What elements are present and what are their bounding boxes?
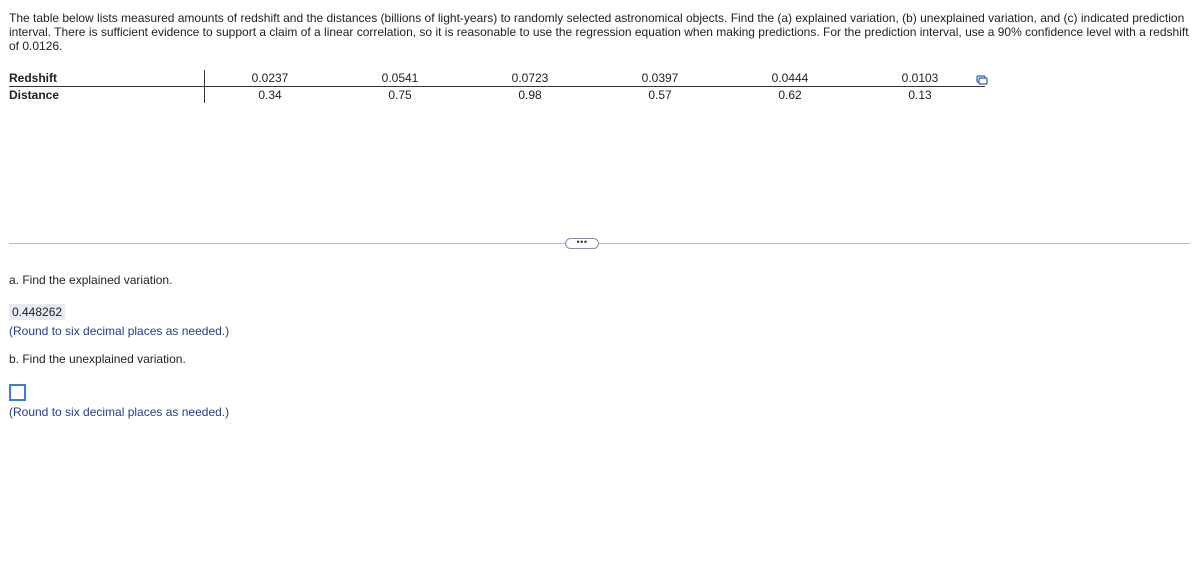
part-a-hint: (Round to six decimal places as needed.) bbox=[9, 324, 230, 338]
distance-cell: 0.34 bbox=[258, 88, 282, 102]
expand-button[interactable]: ••• bbox=[565, 238, 599, 249]
distance-cell: 0.57 bbox=[648, 88, 672, 102]
redshift-row bbox=[9, 70, 985, 87]
part-b-answer-input[interactable] bbox=[9, 384, 26, 401]
redshift-cell: 0.0723 bbox=[465, 70, 595, 87]
copy-icon-graphic bbox=[976, 74, 988, 86]
part-a-question: a. Find the explained variation. bbox=[9, 273, 173, 287]
part-b-hint: (Round to six decimal places as needed.) bbox=[9, 405, 230, 419]
redshift-cell: 0.0397 bbox=[595, 70, 725, 87]
distance-label: Distance bbox=[9, 87, 205, 104]
redshift-cell: 0.0103 bbox=[855, 70, 985, 87]
distance-cell: 0.98 bbox=[518, 88, 542, 102]
copy-icon[interactable] bbox=[976, 74, 988, 86]
redshift-label: Redshift bbox=[9, 70, 205, 87]
distance-cell: 0.62 bbox=[778, 88, 802, 102]
data-table bbox=[9, 70, 985, 103]
problem-statement: The table below lists measured amounts of redshift and the distances (billions of light-years) to randomly selected astronomical objects. Find the (a) explained variation, (b) unexplained variation, and (c) indicated prediction interval. There is sufficient evidence to support a claim of a linear correlation, so it is reasonable to use the regression equation when making predictions. For the prediction interval, use a 90% confidence level with a redshift of 0.0126. bbox=[9, 11, 1189, 53]
section-divider bbox=[9, 243, 1190, 244]
part-b-question: b. Find the unexplained variation. bbox=[9, 352, 186, 366]
redshift-cell: 0.0541 bbox=[335, 70, 465, 87]
part-a-answer: 0.448262 bbox=[9, 304, 65, 320]
distance-cell: 0.75 bbox=[388, 88, 412, 102]
distance-cell: 0.13 bbox=[908, 88, 932, 102]
redshift-cell: 0.0444 bbox=[725, 70, 855, 87]
distance-row bbox=[9, 87, 985, 104]
redshift-cell: 0.0237 bbox=[205, 70, 336, 87]
